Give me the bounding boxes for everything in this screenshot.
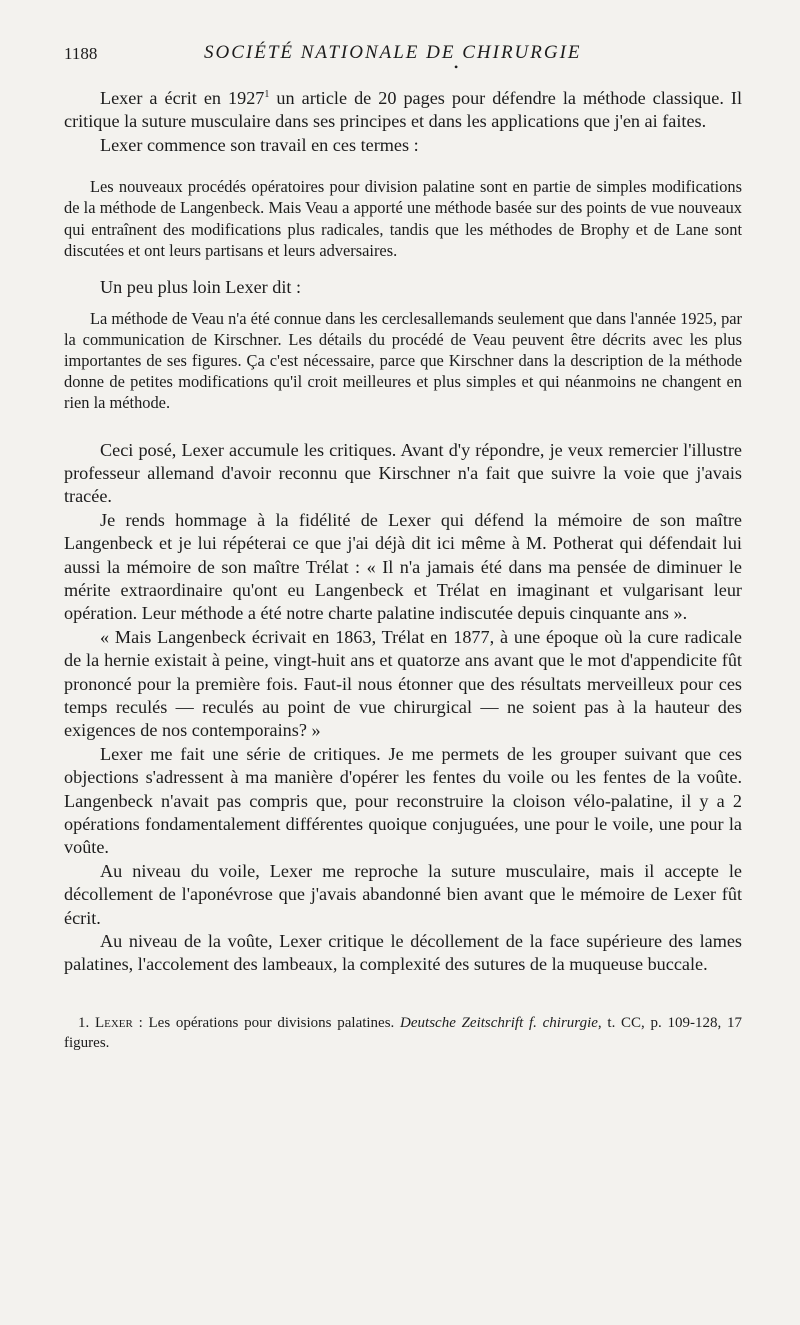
paragraph: Au niveau de la voûte, Lexer critique le décollement de la face supérieure des lames palatines, l'accolement des lambeaux, la complexité des sutures de la muqueuse buccale. [64, 931, 742, 975]
block-quote: La méthode de Veau n'a été connue dans les cerclesallemands seulement que dans l'année 1925, par la communication de Kirschner. Les détails du procédé de Veau peuvent être décrits avec les plus importantes de ses figures. Ça c'est nécessaire, parce que Kirschner dans la description de la méthode donne de petites modifications qu'il croit meilleures et plus simples et qui néanmoins ne changent en rien la méthode. [64, 308, 742, 413]
paragraph: Lexer commence son travail en ces termes : [100, 134, 419, 155]
paragraph-text: Lexer a écrit en 1927 [100, 88, 265, 109]
main-text [64, 83, 742, 1053]
paragraph: Je rends hommage à la fidélité de Lexer qui défend la mémoire de son maître Langenbeck et je lui répéterai ce que j'ai déjà dit ici même à M. Potherat qui défendait lui aussi la mémoire de son maître Trélat : « Il n'a jamais été dans ma pensée de diminuer le mérite extraordinaire qu'ont eu Langenbeck et Trélat en imaginant et vulgarisant leur opération. Leur méthode a été notre charte palatine indiscutée depuis cinquante ans ». [64, 509, 742, 624]
footnote-text: , t. CC, p. 109-128, 17 figures. [64, 1014, 743, 1051]
paragraph [64, 83, 742, 134]
paragraph: « Mais Langenbeck écrivait en 1863, Trélat en 1877, à une époque où la cure radicale de la hernie existait à peine, vingt-huit ans et quatorze ans avant que le mot d'appendicite fût prononcé pour la première fois. Faut-il nous étonner que des résultats merveilleux pour ces temps reculés — reculés au point de vue chirurgical — ne soient pas à la hauteur des exigences de nos contemporains? » [64, 626, 742, 741]
header-ornament: • [454, 60, 459, 74]
page-number: 1188 [64, 44, 98, 63]
footnote-author: Lexer [94, 1014, 133, 1031]
footnote [64, 1013, 742, 1053]
footnote-number: 1. [78, 1014, 90, 1031]
running-title: SOCIÉTÉ NATIONALE DE CHIRURGIE [204, 42, 582, 63]
paragraph: Au niveau du voile, Lexer me reproche la suture musculaire, mais il accepte le décollement de l'aponévrose que j'avais abandonné bien avant que le mémoire de Lexer fût écrit. [64, 860, 742, 928]
footnote-marker: 1 [264, 89, 270, 100]
page-header [64, 40, 744, 74]
paragraph: Lexer me fait une série de critiques. Je me permets de les grouper suivant que ces objections s'adressent à ma manière d'opérer les fentes du voile ou les fentes de la voûte. Langenbeck n'avait pas compris que, pour reconstruire la cloison vélo-palatine, il y a 2 opérations fondamentalement différentes quoique conjuguées, une pour le voile, une pour la voûte. [64, 743, 742, 858]
block-quote: Les nouveaux procédés opératoires pour division palatine sont en partie de simples modifications de la méthode de Langenbeck. Mais Veau a apporté une méthode basée sur des points de vue nouveaux qui entraînent des modifications plus radicales, tandis que les méthodes de Brophy et de Lane sont discutées et ont leurs partisans et leurs adversaires. [64, 177, 742, 260]
footnote-journal: Deutsche Zeitschrift f. chirurgie [400, 1014, 598, 1031]
paragraph: Un peu plus loin Lexer dit : [100, 277, 302, 298]
footnote-text: : Les opérations pour divisions palatines. [132, 1014, 401, 1031]
paragraph-text: un article de 20 pages pour défendre la méthode classique. Il critique la suture musculaire dans ses principes et dans les applications que j'en ai faites. [64, 88, 742, 132]
paragraph: Ceci posé, Lexer accumule les critiques. Avant d'y répondre, je veux remercier l'illustre professeur allemand d'avoir reconnu que Kirschner n'a fait que suivre la voie que j'avais tracée. [64, 439, 742, 507]
